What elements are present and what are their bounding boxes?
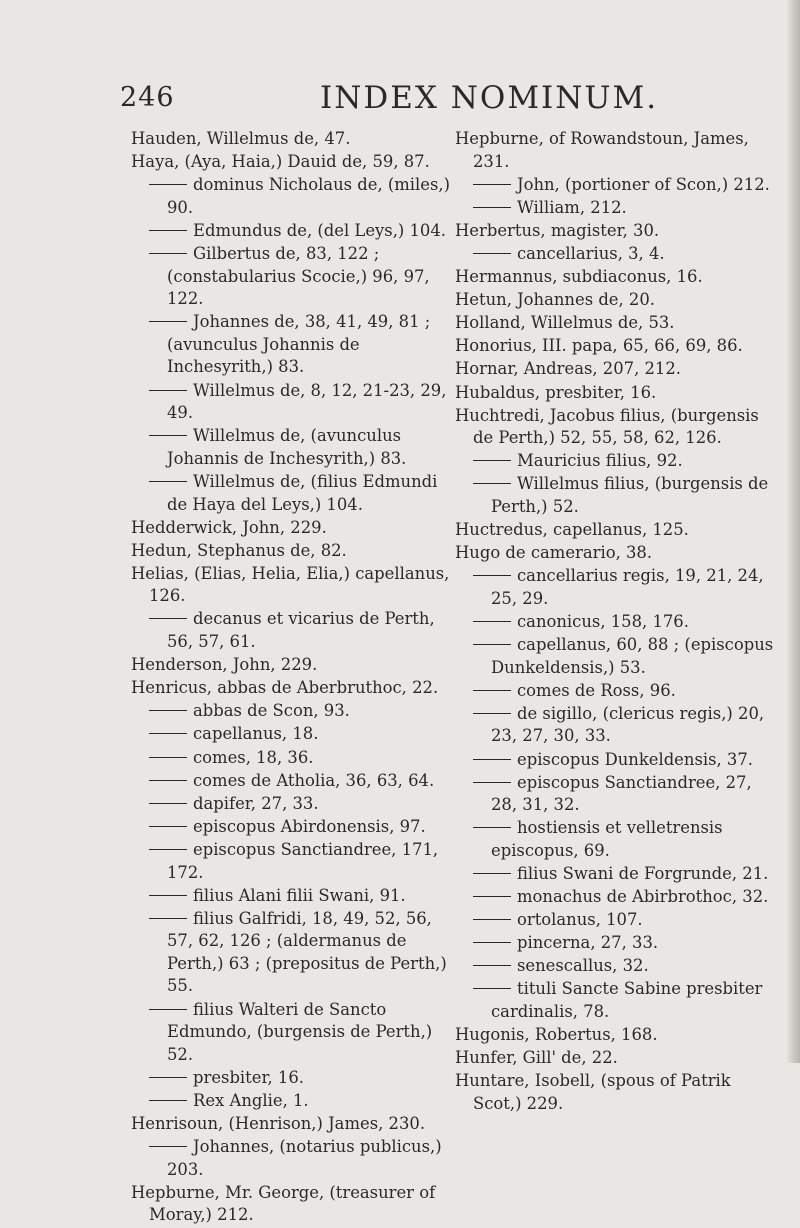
index-subentry — [131, 471, 453, 516]
index-entry — [455, 1070, 777, 1115]
index-subentry — [131, 885, 453, 908]
entry-text: Helias, (Elias, Helia, Elia,) capellanus, 126. — [131, 563, 450, 606]
repeat-dash — [473, 644, 511, 645]
repeat-dash — [149, 321, 187, 322]
index-subentry — [131, 380, 453, 425]
index-subentry — [455, 243, 777, 266]
index-subentry — [131, 908, 453, 998]
index-entry — [455, 1024, 777, 1047]
repeat-dash — [149, 757, 187, 758]
entry-text: filius Walteri de Sancto Edmundo, (burgensis de Perth,) 52. — [167, 999, 433, 1064]
index-entry — [131, 151, 453, 174]
entry-text: Hunfer, Gill' de, 22. — [455, 1048, 618, 1068]
index-subentry — [131, 839, 453, 884]
index-subentry — [131, 425, 453, 470]
entry-text: episcopus Abirdonensis, 97. — [193, 816, 426, 836]
repeat-dash — [149, 918, 187, 919]
repeat-dash — [473, 759, 511, 760]
index-entry — [455, 382, 777, 405]
entry-text: Hubaldus, presbiter, 16. — [455, 382, 657, 402]
entry-text: Herbertus, magister, 30. — [455, 220, 660, 240]
entry-text: pincerna, 27, 33. — [517, 933, 659, 953]
entry-text: comes, 18, 36. — [193, 747, 314, 767]
repeat-dash — [149, 1009, 187, 1010]
index-subentry — [455, 703, 777, 748]
repeat-dash — [149, 253, 187, 254]
index-subentry — [455, 955, 777, 978]
page-header — [0, 82, 800, 122]
index-entry — [455, 1047, 777, 1070]
repeat-dash — [149, 803, 187, 804]
entry-text: Willelmus de, 8, 12, 21-23, 29, 49. — [167, 380, 447, 423]
entry-text: comes de Atholia, 36, 63, 64. — [193, 770, 435, 790]
entry-text: de sigillo, (clericus regis,) 20, 23, 27, 30, 33. — [491, 703, 765, 746]
repeat-dash — [473, 575, 511, 576]
index-entry — [455, 335, 777, 358]
repeat-dash — [149, 230, 187, 231]
index-entry — [455, 128, 777, 173]
entry-text: Johannes de, 38, 41, 49, 81 ; (avunculus Johannis de Inchesyrith,) 83. — [167, 312, 431, 377]
entry-text: Mauricius filius, 92. — [517, 451, 683, 471]
entry-text: Henricus, abbas de Aberbruthoc, 22. — [131, 678, 439, 698]
entry-text: Edmundus de, (del Leys,) 104. — [193, 220, 446, 240]
entry-text: Willelmus filius, (burgensis de Perth,) 52. — [491, 474, 769, 516]
entry-text: ortolanus, 107. — [517, 910, 643, 930]
index-subentry — [131, 311, 453, 379]
index-subentry — [455, 565, 777, 610]
entry-text: Hepburne, of Rowandstoun, James, 231. — [455, 129, 749, 171]
entry-text: Hugonis, Robertus, 168. — [455, 1025, 658, 1045]
entry-text: Huctredus, capellanus, 125. — [455, 520, 689, 540]
entry-text: Huchtredi, Jacobus filius, (burgensis de Perth,) 52, 55, 58, 62, 126. — [455, 405, 759, 448]
index-entry — [455, 519, 777, 542]
repeat-dash — [149, 390, 187, 391]
index-entry — [455, 312, 777, 335]
index-subentry — [455, 886, 777, 909]
index-subentry — [131, 608, 453, 653]
repeat-dash — [473, 184, 511, 185]
repeat-dash — [149, 733, 187, 734]
entry-text: Hedun, Stephanus de, 82. — [131, 540, 347, 560]
index-subentry — [455, 863, 777, 886]
repeat-dash — [473, 896, 511, 897]
index-entry — [131, 128, 453, 151]
entry-text: decanus et vicarius de Perth, 56, 57, 61. — [167, 609, 435, 652]
index-entry — [455, 358, 777, 381]
entry-text: cancellarius regis, 19, 21, 24, 25, 29. — [491, 566, 764, 608]
entry-text: Honorius, III. papa, 65, 66, 69, 86. — [455, 336, 743, 356]
entry-text: Gilbertus de, 83, 122 ; (constabularius Scocie,) 96, 97, 122. — [167, 243, 430, 309]
entry-text: presbiter, 16. — [193, 1067, 304, 1087]
index-subentry — [131, 747, 453, 770]
entry-text: monachus de Abirbrothoc, 32. — [517, 887, 769, 907]
entry-text: capellanus, 60, 88 ; (episcopus Dunkeldensis,) 53. — [491, 635, 774, 677]
page-edge — [786, 0, 800, 1063]
entry-text: Hedderwick, John, 229. — [131, 517, 327, 537]
entry-text: cancellarius, 3, 4. — [517, 243, 665, 263]
repeat-dash — [149, 849, 187, 850]
index-entry — [131, 540, 453, 563]
index-entry — [131, 1113, 453, 1136]
repeat-dash — [149, 826, 187, 827]
entry-text: filius Swani de Forgrunde, 21. — [517, 864, 769, 883]
entry-text: hostiensis et velletrensis episcopus, 69. — [491, 818, 723, 860]
entry-text: filius Galfridi, 18, 49, 52, 56, 57, 62, 126 ; (aldermanus de Perth,) 63 ; (prepositus de Perth,) 55. — [167, 908, 447, 996]
index-entry — [455, 405, 777, 450]
running-title: INDEX NOMINUM. — [320, 80, 659, 116]
repeat-dash — [473, 460, 511, 461]
entry-text: dominus Nicholaus de, (miles,) 90. — [167, 175, 451, 217]
index-entry — [131, 1182, 453, 1227]
index-entry — [455, 220, 777, 243]
entry-text: episcopus Sanctiandree, 171, 172. — [167, 839, 439, 882]
repeat-dash — [473, 253, 511, 254]
index-entry — [131, 563, 453, 608]
index-subentry — [455, 978, 777, 1023]
repeat-dash — [473, 713, 511, 714]
repeat-dash — [473, 827, 511, 828]
repeat-dash — [473, 621, 511, 622]
entry-text: Willelmus de, (avunculus Johannis de Inchesyrith,) 83. — [167, 426, 407, 468]
index-subentry — [455, 817, 777, 862]
repeat-dash — [149, 895, 187, 896]
index-subentry — [455, 932, 777, 955]
index-subentry — [131, 1067, 453, 1090]
repeat-dash — [473, 988, 511, 989]
index-entry — [455, 542, 777, 565]
index-entry — [131, 677, 453, 700]
entry-text: Huntare, Isobell, (spous of Patrik Scot,) 229. — [455, 1071, 731, 1113]
entry-text: Hauden, Willelmus de, 47. — [131, 129, 351, 148]
entry-text: Willelmus de, (filius Edmundi de Haya del Leys,) 104. — [167, 471, 438, 514]
repeat-dash — [473, 942, 511, 943]
page-number: 246 — [120, 82, 175, 113]
index-subentry — [131, 220, 453, 243]
index-subentry — [455, 197, 777, 220]
repeat-dash — [473, 965, 511, 966]
index-entry — [455, 289, 777, 312]
entry-text: Henderson, John, 229. — [131, 655, 318, 675]
index-subentry — [131, 1136, 453, 1181]
entry-text: Holland, Willelmus de, 53. — [455, 313, 675, 333]
index-subentry — [455, 611, 777, 634]
entry-text: filius Alani filii Swani, 91. — [193, 885, 406, 905]
index-subentry — [131, 174, 453, 219]
index-subentry — [455, 909, 777, 932]
repeat-dash — [149, 481, 187, 482]
index-subentry — [131, 999, 453, 1067]
index-subentry — [455, 450, 777, 473]
entry-text: capellanus, 18. — [193, 724, 319, 744]
index-subentry — [131, 793, 453, 816]
index-subentry — [455, 749, 777, 772]
entry-text: Johannes, (notarius publicus,) 203. — [167, 1137, 442, 1179]
entry-text: William, 212. — [517, 197, 627, 217]
repeat-dash — [473, 483, 511, 484]
index-entry — [131, 654, 453, 677]
entry-text: Haya, (Aya, Haia,) Dauid de, 59, 87. — [131, 152, 430, 172]
repeat-dash — [473, 873, 511, 874]
repeat-dash — [149, 1077, 187, 1078]
index-entry — [455, 266, 777, 289]
repeat-dash — [149, 1146, 187, 1147]
index-subentry — [455, 772, 777, 817]
index-subentry — [455, 634, 777, 679]
entry-text: Henrisoun, (Henrison,) James, 230. — [131, 1114, 426, 1134]
entry-text: Rex Anglie, 1. — [193, 1090, 309, 1110]
repeat-dash — [473, 919, 511, 920]
index-subentry — [131, 816, 453, 839]
entry-text: senescallus, 32. — [517, 956, 649, 976]
entry-text: Hepburne, Mr. George, (treasurer of Moray,) 212. — [131, 1182, 436, 1225]
repeat-dash — [473, 207, 511, 208]
repeat-dash — [149, 618, 187, 619]
index-subentry — [131, 700, 453, 723]
index-column-right — [455, 128, 777, 1116]
index-subentry — [131, 770, 453, 793]
repeat-dash — [149, 710, 187, 711]
index-subentry — [131, 723, 453, 746]
entry-text: canonicus, 158, 176. — [517, 611, 689, 631]
entry-text: episcopus Dunkeldensis, 37. — [517, 749, 753, 769]
entry-text: Hornar, Andreas, 207, 212. — [455, 359, 682, 379]
index-subentry — [455, 174, 777, 197]
repeat-dash — [473, 782, 511, 783]
entry-text: John, (portioner of Scon,) 212. — [517, 174, 770, 194]
entry-text: tituli Sancte Sabine presbiter cardinalis, 78. — [491, 979, 763, 1022]
index-subentry — [455, 680, 777, 703]
entry-text: Hetun, Johannes de, 20. — [455, 290, 655, 310]
index-subentry — [455, 473, 777, 518]
repeat-dash — [149, 435, 187, 436]
entry-text: Hugo de camerario, 38. — [455, 543, 653, 563]
entry-text: episcopus Sanctiandree, 27, 28, 31, 32. — [491, 772, 752, 815]
repeat-dash — [473, 690, 511, 691]
repeat-dash — [149, 1100, 187, 1101]
entry-text: abbas de Scon, 93. — [193, 701, 350, 721]
entry-text: comes de Ross, 96. — [517, 680, 676, 700]
repeat-dash — [149, 780, 187, 781]
repeat-dash — [149, 184, 187, 185]
index-entry — [131, 517, 453, 540]
index-subentry — [131, 243, 453, 311]
entry-text: Hermannus, subdiaconus, 16. — [455, 267, 703, 287]
index-subentry — [131, 1090, 453, 1113]
entry-text: dapifer, 27, 33. — [193, 793, 319, 813]
